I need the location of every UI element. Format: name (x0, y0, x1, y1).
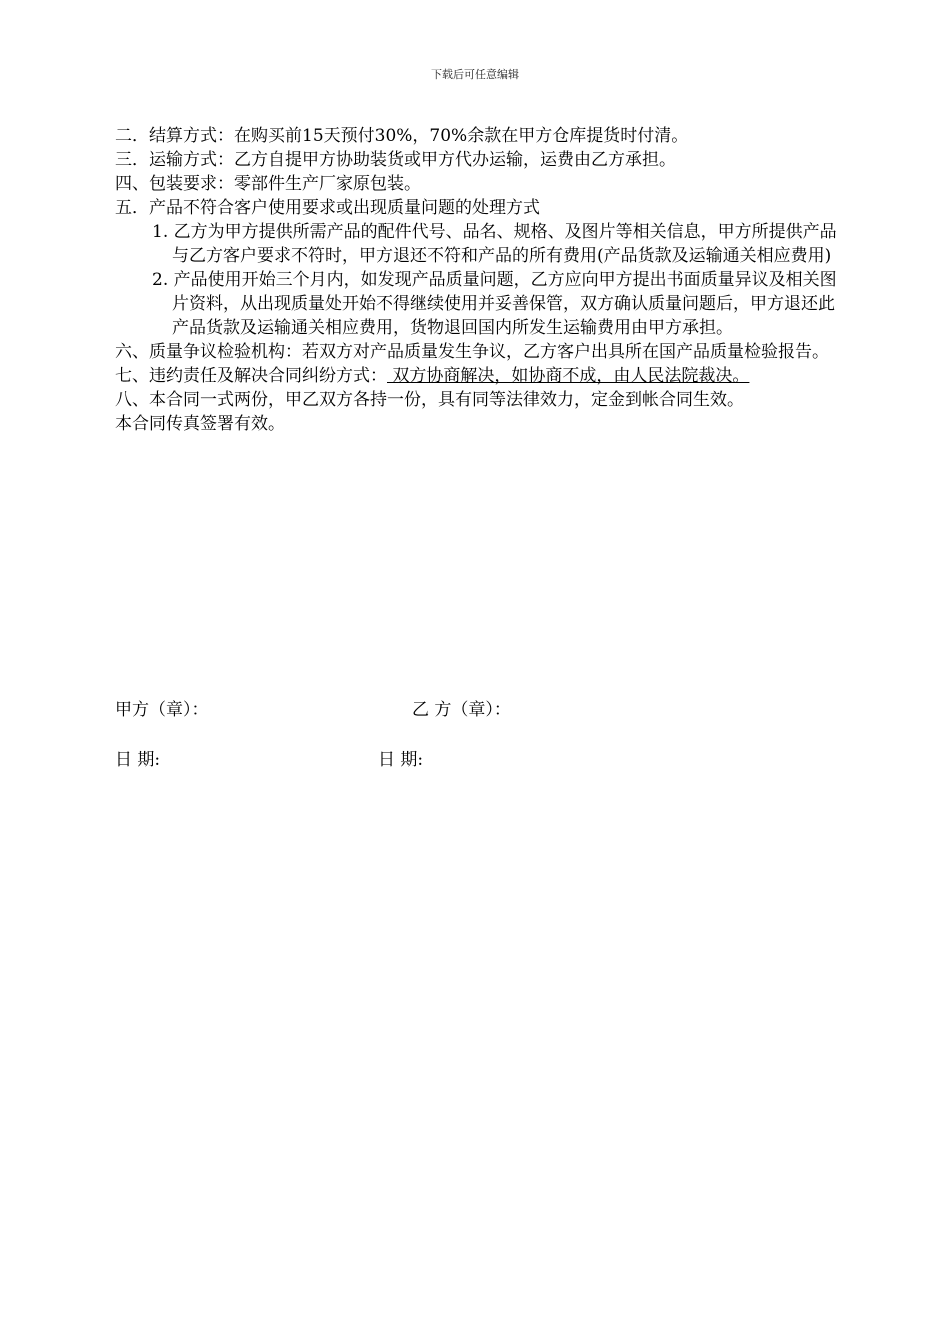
contract-body (115, 124, 840, 436)
header-note: 下载后可任意编辑 (431, 68, 519, 81)
clause-packaging: 四、包装要求：零部件生产厂家原包装。 (115, 174, 421, 194)
party-b-seal-label: 乙 方（章）： (412, 700, 511, 720)
clause-quality-item-2: 2. 产品使用开始三个月内，如发现产品质量问题，乙方应向甲方提出书面质量异议及相关图片资料，从出现质量处开始不得继续使用并妥善保管，双方确认质量问题后，甲方退还此产品货款及运输通关相应费用，货物退回国内所发生运输费用由甲方承担。 (152, 270, 837, 338)
clause-settlement: 二．结算方式：在购买前15天预付30%，70%余款在甲方仓库提货时付清。 (115, 126, 689, 146)
clause-dispute (115, 364, 840, 388)
party-a-date-label: 日 期: (115, 750, 161, 770)
clause-copies: 八、本合同一式两份，甲乙双方各持一份，具有同等法律效力，定金到帐合同生效。 (115, 390, 744, 410)
clause-quality-item-1: 1. 乙方为甲方提供所需产品的配件代号、品名、规格、及图片等相关信息，甲方所提供产品与乙方客户要求不符时，甲方退还不符和产品的所有费用(产品货款及运输通关相应费用) (152, 222, 837, 266)
clause-dispute-value: 双方协商解决，如协商不成，由人民法院裁决。 (387, 366, 750, 386)
clause-quality-handling: 五．产品不符合客户使用要求或出现质量问题的处理方式 (115, 198, 540, 218)
clause-dispute-label: 七、违约责任及解决合同纠纷方式： (115, 366, 387, 386)
party-a-seal-label: 甲方（章）： (115, 700, 209, 720)
clause-fax-valid: 本合同传真签署有效。 (115, 414, 285, 434)
clause-transport: 三．运输方式：乙方自提甲方协助装货或甲方代办运输，运费由乙方承担。 (115, 150, 676, 170)
party-b-date-label: 日 期: (378, 750, 424, 770)
clause-inspection-agency: 六、质量争议检验机构：若双方对产品质量发生争议，乙方客户出具所在国产品质量检验报告。 (115, 342, 829, 362)
